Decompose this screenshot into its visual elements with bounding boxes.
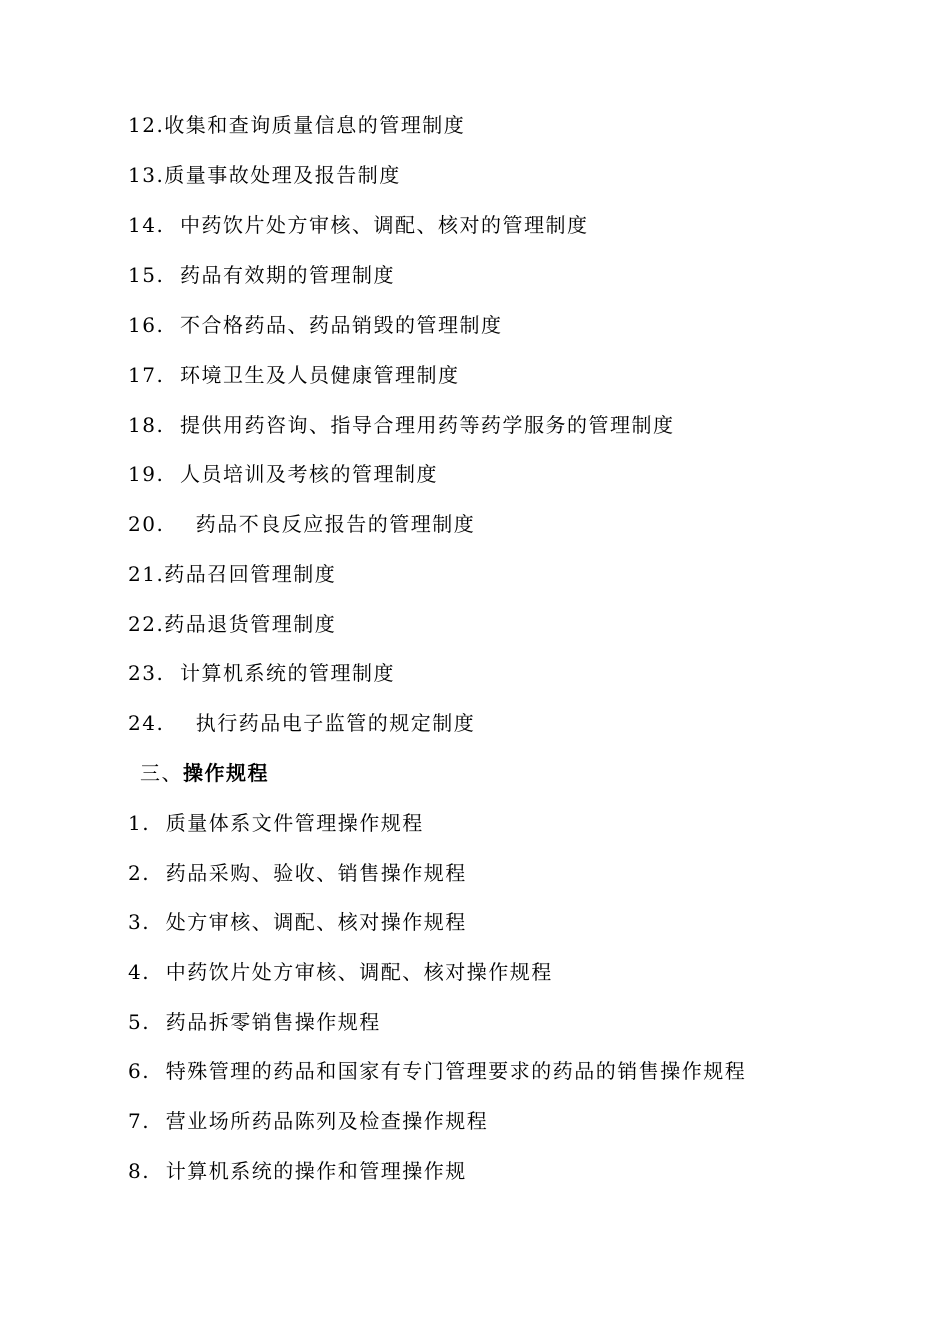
list-item: 23. 计算机系统的管理制度	[128, 661, 396, 685]
list-item: 19. 人员培训及考核的管理制度	[128, 462, 439, 486]
list-item: 1. 质量体系文件管理操作规程	[128, 811, 424, 835]
list-item: 14. 中药饮片处方审核、调配、核对的管理制度	[128, 213, 589, 237]
list-item: 24. 执行药品电子监管的规定制度	[128, 711, 476, 735]
list-item: 7. 营业场所药品陈列及检查操作规程	[128, 1109, 489, 1133]
list-item: 21.药品召回管理制度	[128, 562, 337, 586]
list-item: 6. 特殊管理的药品和国家有专门管理要求的药品的销售操作规程	[128, 1059, 747, 1083]
list-item: 18. 提供用药咨询、指导合理用药等药学服务的管理制度	[128, 413, 675, 437]
list-item: 8. 计算机系统的操作和管理操作规	[128, 1159, 467, 1183]
list-item: 15. 药品有效期的管理制度	[128, 263, 396, 287]
section-heading	[140, 760, 269, 786]
section-title: 操作规程	[183, 761, 269, 785]
section-number: 三、	[140, 761, 183, 785]
list-item: 22.药品退货管理制度	[128, 612, 337, 636]
list-item: 12.收集和查询质量信息的管理制度	[128, 113, 466, 137]
list-item: 16. 不合格药品、药品销毁的管理制度	[128, 313, 503, 337]
list-item: 13.质量事故处理及报告制度	[128, 163, 401, 187]
list-item: 5. 药品拆零销售操作规程	[128, 1010, 381, 1034]
list-item: 17. 环境卫生及人员健康管理制度	[128, 363, 460, 387]
list-item: 20. 药品不良反应报告的管理制度	[128, 512, 476, 536]
list-item: 4. 中药饮片处方审核、调配、核对操作规程	[128, 960, 553, 984]
list-item: 2. 药品采购、验收、销售操作规程	[128, 861, 467, 885]
list-item: 3. 处方审核、调配、核对操作规程	[128, 910, 467, 934]
